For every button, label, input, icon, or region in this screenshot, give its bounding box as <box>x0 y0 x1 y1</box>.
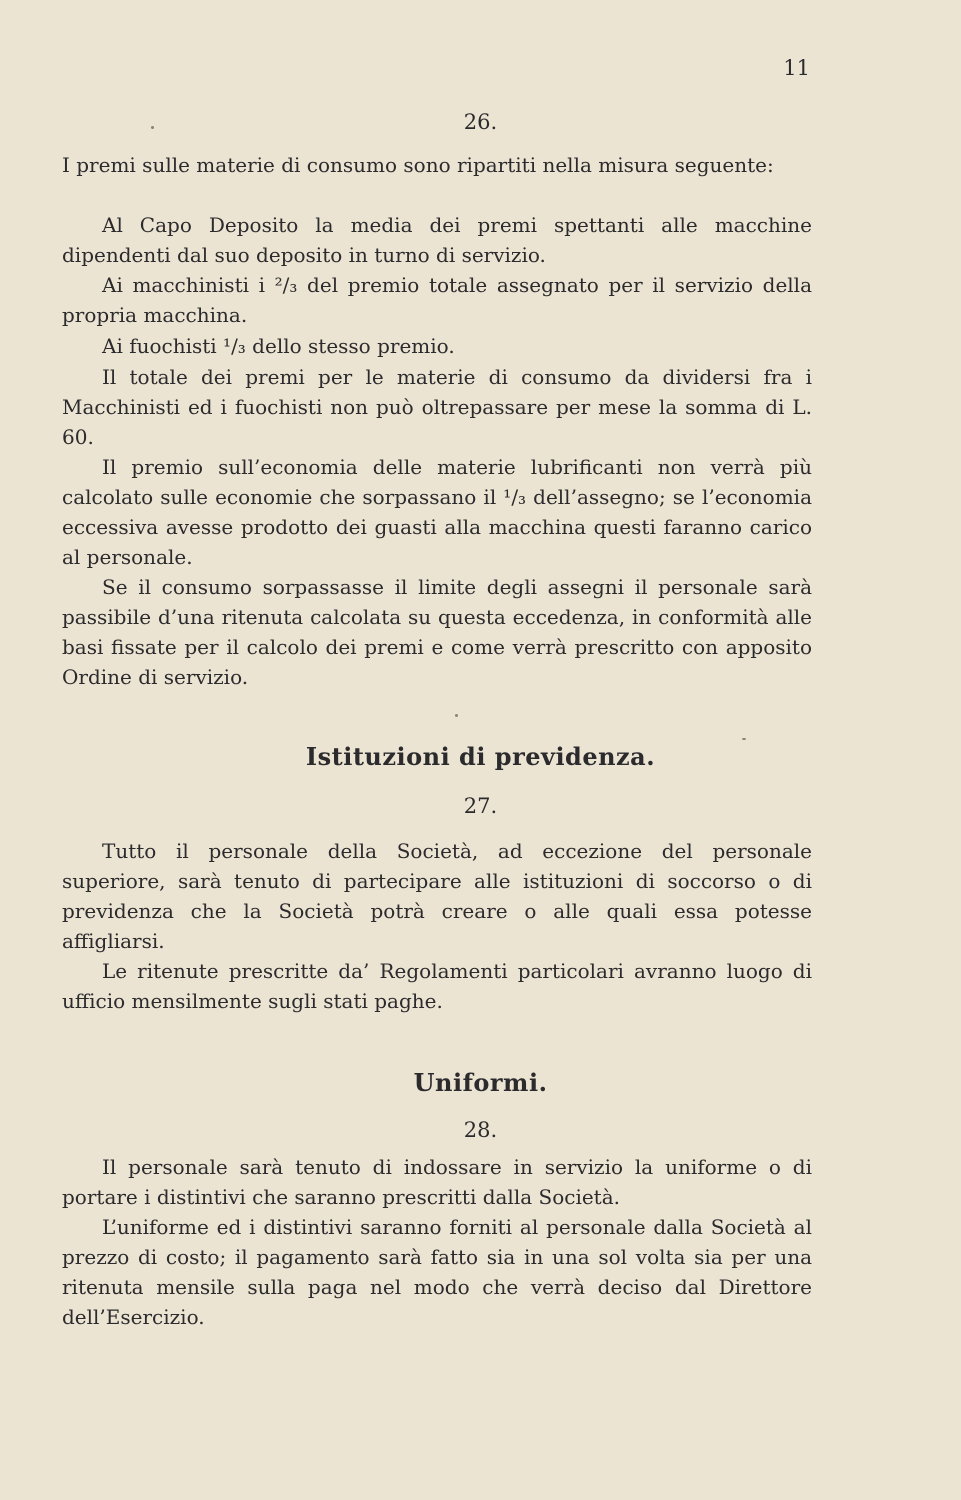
speck-mark <box>742 738 746 740</box>
paragraph: Se il consumo sorpassasse il limite degli assegni il personale sarà passibile d’una ritenuta calcolata su questa eccedenza, in conformità alle basi fissate per il calcolo dei premi e come verrà prescritto con apposito Ordine di servizio. <box>62 575 812 689</box>
paragraph: Ai macchinisti i ²/₃ del premio totale assegnato per il servizio della propria macchina. <box>62 273 812 327</box>
section-heading-previdenza: Istituzioni di previdenza. <box>305 742 656 771</box>
paragraph: Il premio sull’economia delle materie lubrificanti non verrà più calcolato sulle economie che sorpassano il ¹/₃ dell’assegno; se l’economia eccessiva avesse prodotto dei guasti alla macchina questi faranno carico al personale. <box>62 455 812 569</box>
paragraph: I premi sulle materie di consumo sono ripartiti nella misura seguente: <box>62 153 774 177</box>
article-number-27: 27. <box>463 794 498 818</box>
article-number-26: 26. <box>463 110 498 134</box>
paragraph: Ai fuochisti ¹/₃ dello stesso premio. <box>102 334 455 358</box>
paragraph: Tutto il personale della Società, ad eccezione del personale superiore, sarà tenuto di partecipare alle istituzioni di soccorso o di previdenza che la Società potrà creare o alle quali essa potesse affigliarsi. <box>62 839 812 953</box>
speck-mark <box>455 714 458 717</box>
page-number: 11 <box>783 56 810 80</box>
section-heading-uniformi: Uniformi. <box>413 1068 548 1097</box>
paragraph: Le ritenute prescritte da’ Regolamenti particolari avranno luogo di ufficio mensilmente sugli stati paghe. <box>62 959 812 1013</box>
paragraph: Il totale dei premi per le materie di consumo da dividersi fra i Macchinisti ed i fuochisti non può oltrepassare per mese la somma di L. 60. <box>62 365 812 449</box>
paragraph: Al Capo Deposito la media dei premi spettanti alle macchine dipendenti dal suo deposito in turno di servizio. <box>62 213 812 267</box>
article-number-28: 28. <box>463 1118 498 1142</box>
paragraph: Il personale sarà tenuto di indossare in servizio la uniforme o di portare i distintivi che saranno prescritti dalla Società. <box>62 1155 812 1209</box>
paragraph: L’uniforme ed i distintivi saranno forniti al personale dalla Società al prezzo di costo; il pagamento sarà fatto sia in una sol volta sia per una ritenuta mensile sulla paga nel modo che verrà deciso dal Direttore dell’Esercizio. <box>62 1215 812 1329</box>
